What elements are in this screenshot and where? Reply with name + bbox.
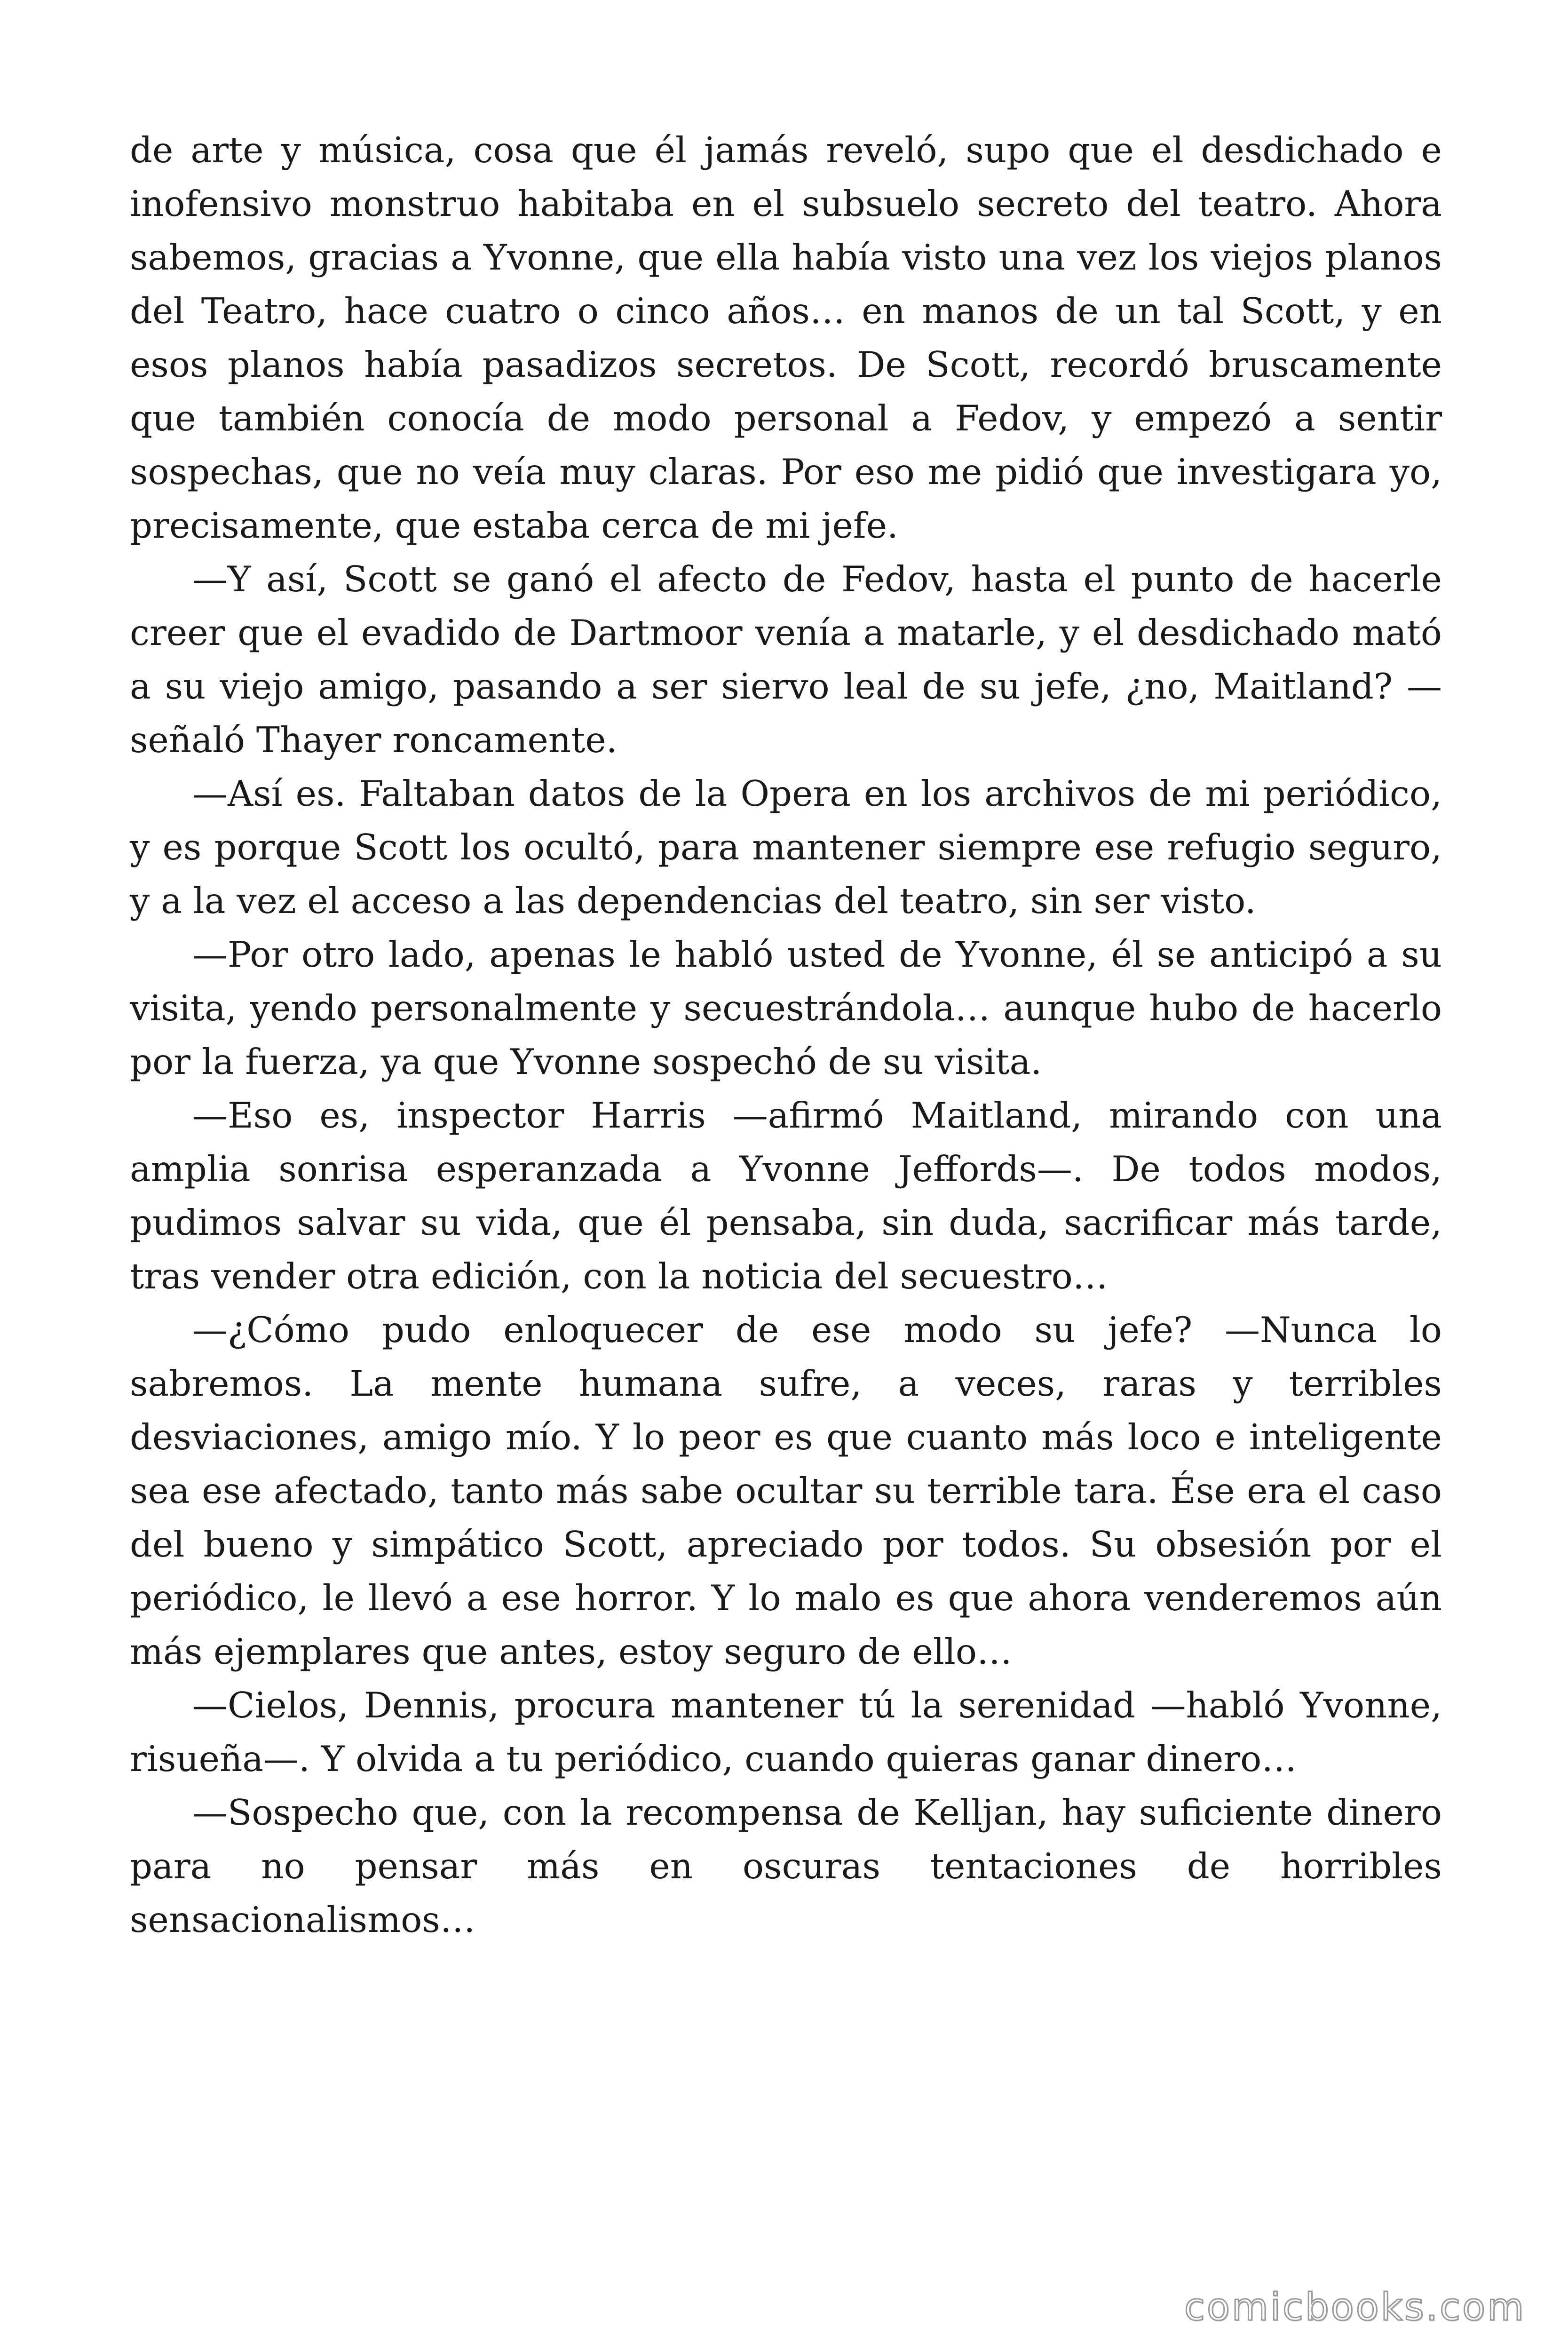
body-text <box>130 123 1442 1947</box>
watermark-text: comicbooks.com <box>1184 2285 1526 2329</box>
paragraph-6: —¿Cómo pudo enloquecer de ese modo su jefe? —Nunca lo sabremos. La mente humana sufre, a veces, raras y terribles desviaciones, amigo mío. Y lo peor es que cuanto más loco e inteligente sea ese afectado, tanto más sabe ocultar su terrible tara. Ése era el caso del bueno y simpático Scott, apreciado por todos. Su obsesión por el periódico, le llevó a ese horror. Y lo malo es que ahora venderemos aún más ejemplares que antes, estoy seguro de ello… <box>130 1309 1442 1672</box>
paragraph-4: —Por otro lado, apenas le habló usted de Yvonne, él se anticipó a su visita, yendo personalmente y secuestrándola… aunque hubo de hacerlo por la fuerza, ya que Yvonne sospechó de su visita. <box>130 934 1442 1082</box>
paragraph-3: —Así es. Faltaban datos de la Opera en los archivos de mi periódico, y es porque Scott los ocultó, para mantener siempre ese refugio seguro, y a la vez el acceso a las dependencias del teatro, sin ser visto. <box>130 773 1442 922</box>
paragraph-1: de arte y música, cosa que él jamás reveló, supo que el desdichado e inofensivo monstruo habitaba en el subsuelo secreto del teatro. Ahora sabemos, gracias a Yvonne, que ella había visto una vez los viejos planos del Teatro, hace cuatro o cinco años… en manos de un tal Scott, y en esos planos había pasadizos secretos. De Scott, recordó bruscamente que también conocía de modo personal a Fedov, y empezó a sentir sospechas, que no veía muy claras. Por eso me pidió que investigara yo, precisamente, que estaba cerca de mi jefe. <box>130 129 1442 546</box>
paragraph-8: —Sospecho que, con la recompensa de Kelljan, hay suficiente dinero para no pensar más en oscuras tentaciones de horribles sensacionalismos… <box>130 1792 1442 1940</box>
paragraph-2: —Y así, Scott se ganó el afecto de Fedov, hasta el punto de hacerle creer que el evadido de Dartmoor venía a matarle, y el desdichado mató a su viejo amigo, pasando a ser siervo leal de su jefe, ¿no, Maitland? —señaló Thayer roncamente. <box>130 558 1442 761</box>
paragraph-5: —Eso es, inspector Harris —afirmó Maitland, mirando con una amplia sonrisa esperanzada a Yvonne Jeffords—. De todos modos, pudimos salvar su vida, que él pensaba, sin duda, sacrificar más tarde, tras vender otra edición, con la noticia del secuestro… <box>130 1095 1442 1297</box>
paragraph-7: —Cielos, Dennis, procura mantener tú la serenidad —habló Yvonne, risueña—. Y olvida a tu periódico, cuando quieras ganar dinero… <box>130 1685 1442 1780</box>
